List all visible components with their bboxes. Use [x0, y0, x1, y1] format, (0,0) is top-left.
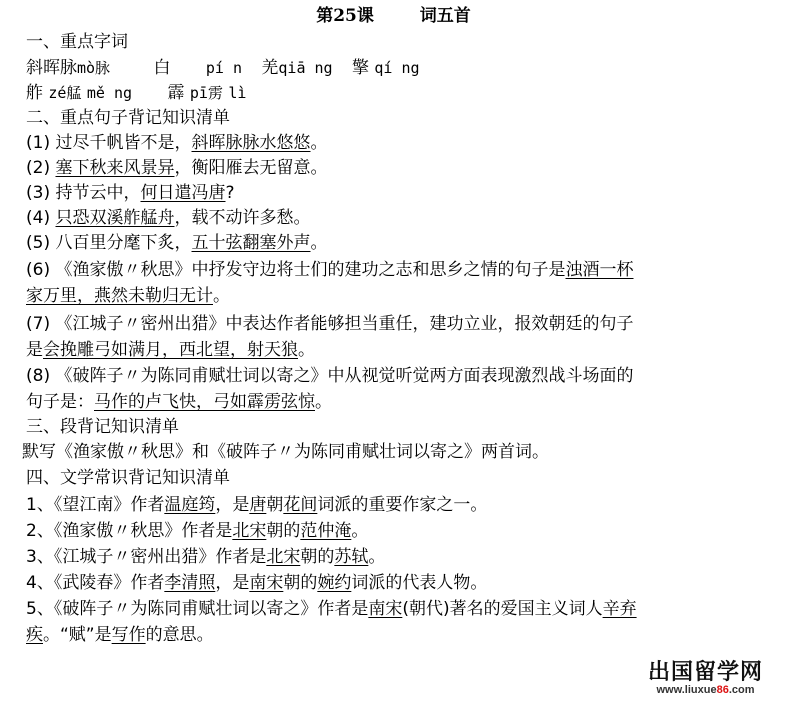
sentence-item-6: (6) 《渔家傲〃秋思》中抒发守边将士们的建功之志和思乡之情的句子是浊酒一杯	[26, 260, 634, 280]
sentence-item-3: (3) 持节云中，何日遣冯唐?	[26, 183, 235, 203]
literature-item-5-cont: 疾。“赋”是写作的意思。	[26, 625, 214, 645]
section3-heading: 三、段背记知识清单	[26, 417, 179, 437]
section2-heading: 二、重点句子背记知识清单	[26, 108, 230, 128]
lesson-name: 词五首	[419, 6, 471, 26]
sentence-item-7-cont: 是会挽雕弓如满月，西北望，射天狼。	[26, 340, 315, 360]
sentence-item-6-cont: 家万里，燕然未勒归无计。	[26, 286, 230, 306]
sentence-item-1: (1) 过尽千帆皆不是，斜晖脉脉水悠悠。	[26, 133, 328, 153]
sentence-item-7: (7) 《江城子〃密州出猎》中表达作者能够担当重任，建功立业，报效朝廷的句子	[26, 314, 634, 334]
section4-heading: 四、文学常识背记知识清单	[26, 468, 230, 488]
literature-item-4: 4、《武陵春》作者李清照，是南宋朝的婉约词派的代表人物。	[26, 573, 488, 593]
site-watermark-logo: 出国留学网 www.liuxue86.com	[647, 658, 763, 696]
lesson-number: 第25课	[316, 6, 374, 26]
section3-text: 默写《渔家傲〃秋思》和《破阵子〃为陈同甫赋壮词以寄之》两首词。	[22, 442, 549, 462]
page-title	[0, 4, 787, 28]
vocab-line-1: 斜晖脉mò脉 白 pí n 羌qiā ng 擎 qí ng	[26, 58, 420, 78]
sentence-item-4: (4) 只恐双溪舴艋舟，载不动许多愁。	[26, 208, 311, 228]
section1-heading: 一、重点字词	[26, 32, 128, 52]
sentence-item-8-cont: 句子是：马作的卢飞快，弓如霹雳弦惊。	[26, 392, 332, 412]
literature-item-3: 3、《江城子〃密州出猎》作者是北宋朝的苏轼。	[26, 547, 386, 567]
sentence-item-5: (5) 八百里分麾下炙，五十弦翻塞外声。	[26, 233, 328, 253]
sentence-item-8: (8) 《破阵子〃为陈同甫赋壮词以寄之》中从视觉听觉两方面表现激烈战斗场面的	[26, 366, 634, 386]
literature-item-5: 5、《破阵子〃为陈同甫赋壮词以寄之》作者是南宋(朝代)著名的爱国主义词人辛弃	[26, 599, 637, 619]
literature-item-2: 2、《渔家傲〃秋思》作者是北宋朝的范仲淹。	[26, 521, 369, 541]
vocab-line-2: 舴 zé艋 mě ng 霹 pī雳 lì	[26, 83, 247, 103]
sentence-item-2: (2) 塞下秋来风景异，衡阳雁去无留意。	[26, 158, 328, 178]
literature-item-1: 1、《望江南》作者温庭筠，是唐朝花间词派的重要作家之一。	[26, 495, 488, 515]
